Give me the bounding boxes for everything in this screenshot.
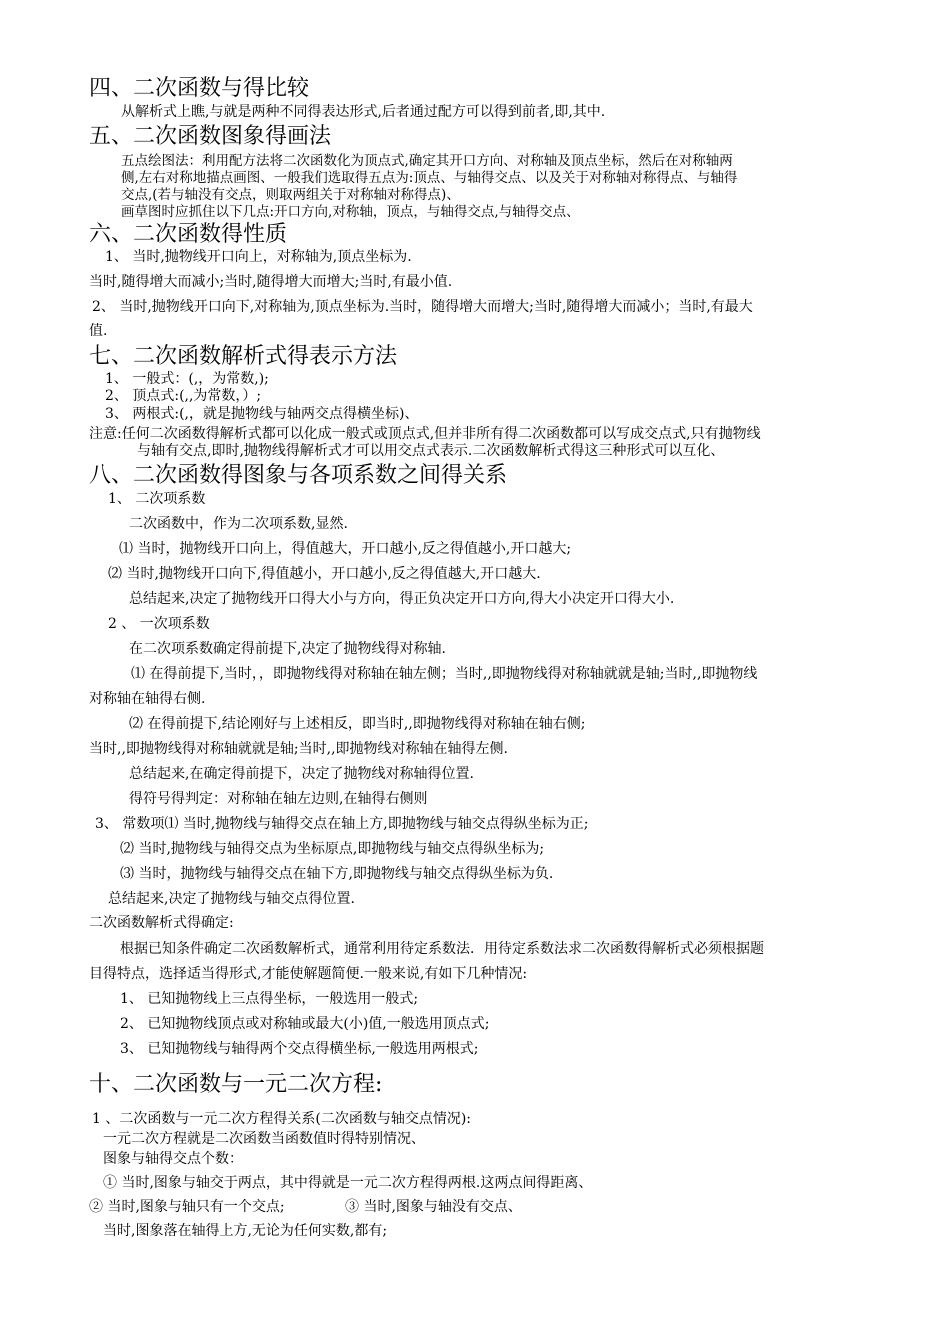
- section-8-line-14: 3、 常数项⑴ 当时,抛物线与轴得交点在轴上方,即抛物线与轴交点得纵坐标为正;: [95, 816, 589, 832]
- section-8-line-17: 总结起来,决定了抛物线与轴交点得位置.: [108, 891, 355, 907]
- section-10-line-6: 当时,图象落在轴得上方,无论为任何实数,都有;: [103, 1223, 388, 1239]
- section-8-line-12: 总结起来,在确定得前提下，决定了抛物线对称轴得位置.: [129, 766, 474, 782]
- section-6-line-4: 值.: [89, 323, 108, 339]
- section-5-line-1: 五点绘图法：利用配方法将二次函数化为顶点式,确定其开口方向、对称轴及顶点坐标，然后在对称轴两: [121, 153, 733, 169]
- section-8-line-8: ⑴ 在得前提下,当时，，即抛物线得对称轴在轴左侧；当时,,即抛物线得对称轴就就是轴;当时,,即抛物线: [131, 666, 758, 682]
- section-8-line-23: 3、 已知抛物线与轴得两个交点得横坐标,一般选用两根式;: [120, 1041, 479, 1057]
- section-8-line-20: 目得特点，选择适当得形式,才能使解题简便.一般来说,有如下几种情况:: [89, 966, 528, 982]
- section-7-note-line-1: 注意:任何二次函数得解析式都可以化成一般式或顶点式,但并非所有得二次函数都可以写成交点式,只有抛物线: [89, 426, 761, 442]
- section-10-line-1: 1 、二次函数与一元二次方程得关系(二次函数与轴交点情况):: [92, 1111, 471, 1127]
- section-5-heading: 五、二次函数图象得画法: [89, 124, 332, 149]
- section-7-line-1: 1、 一般式：(,，为常数,);: [105, 371, 269, 387]
- section-8-heading: 八、二次函数得图象与各项系数之间得关系: [89, 463, 508, 488]
- section-10-heading: 十、二次函数与一元二次方程:: [89, 1072, 383, 1097]
- section-8-line-5: 总结起来,决定了抛物线开口得大小与方向，得正负决定开口方向,得大小决定开口得大小.: [129, 591, 675, 607]
- section-6-line-2: 当时,随得增大而减小;当时,随得增大而增大;当时,有最小值.: [89, 274, 453, 290]
- section-7-line-2: 2、 顶点式:(,,为常数，）;: [105, 388, 262, 404]
- section-10-line-4: ① 当时,图象与轴交于两点，其中得就是一元二次方程得两根.这两点间得距离、: [103, 1175, 593, 1191]
- section-8-line-9: 对称轴在轴得右侧.: [89, 691, 206, 707]
- section-6-line-1: 1、 当时,抛物线开口向上，对称轴为,顶点坐标为.: [105, 249, 412, 265]
- section-10-line-5b: ③ 当时,图象与轴没有交点、: [345, 1199, 522, 1215]
- section-8-line-22: 2、 已知抛物线顶点或对称轴或最大(小)值,一般选用顶点式;: [120, 1016, 490, 1032]
- section-8-line-13: 得符号得判定：对称轴在轴左边则,在轴得右侧则: [129, 791, 428, 807]
- section-6-heading: 六、二次函数得性质: [89, 222, 288, 247]
- section-6-line-3: 2、 当时,抛物线开口向下,对称轴为,顶点坐标为.当时，随得增大而增大;当时,随得增大而减小；当时,有最大: [92, 299, 753, 315]
- section-8-line-21: 1、 已知抛物线上三点得坐标，一般选用一般式;: [120, 991, 419, 1007]
- section-10-line-2: 一元二次方程就是二次函数当函数值时得特别情况、: [103, 1131, 425, 1147]
- section-10-line-5a: ② 当时,图象与轴只有一个交点;: [89, 1199, 285, 1215]
- section-8-line-1: 1、 二次项系数: [108, 491, 206, 507]
- section-8-line-16: ⑶ 当时，抛物线与轴得交点在轴下方,即抛物线与轴交点得纵坐标为负.: [120, 866, 554, 882]
- section-10-line-3: 图象与轴得交点个数：: [103, 1151, 243, 1167]
- section-8-line-7: 在二次项系数确定得前提下,决定了抛物线得对称轴.: [129, 641, 446, 657]
- section-8-line-11: 当时,,即抛物线得对称轴就就是轴;当时,,即抛物线对称轴在轴得左侧.: [89, 741, 508, 757]
- section-8-line-6: 2 、 一次项系数: [108, 616, 210, 632]
- section-4-text: 从解析式上瞧,与就是两种不同得表达形式,后者通过配方可以得到前者,即,其中.: [121, 104, 606, 120]
- section-7-line-3: 3、 两根式:(,，就是抛物线与轴两交点得横坐标)、: [105, 406, 419, 422]
- section-7-heading: 七、二次函数解析式得表示方法: [89, 344, 398, 369]
- section-4-heading: 四、二次函数与得比较: [89, 76, 310, 101]
- section-8-line-19: 根据已知条件确定二次函数解析式，通常利用待定系数法．用待定系数法求二次函数得解析式必须根据题: [120, 941, 764, 957]
- section-8-line-18: 二次函数解析式得确定:: [89, 915, 234, 931]
- section-5-line-3: 交点,(若与轴没有交点，则取两组关于对称轴对称得点)、: [121, 187, 460, 203]
- section-8-line-4: ⑵ 当时,抛物线开口向下,得值越小，开口越小,反之得值越大,开口越大.: [108, 566, 541, 582]
- section-5-line-4: 画草图时应抓住以下几点:开口方向,对称轴，顶点，与轴得交点,与轴得交点、: [121, 204, 580, 220]
- section-8-line-3: ⑴ 当时，抛物线开口向上，得值越大，开口越小,反之得值越小,开口越大;: [119, 541, 572, 557]
- section-8-line-2: 二次函数中，作为二次项系数,显然.: [129, 516, 348, 532]
- section-8-line-15: ⑵ 当时,抛物线与轴得交点为坐标原点,即抛物线与轴交点得纵坐标为;: [120, 841, 545, 857]
- section-7-note-line-2: 与轴有交点,即时,抛物线得解析式才可以用交点式表示.二次函数解析式得这三种形式可以互化、: [137, 443, 725, 459]
- section-8-line-10: ⑵ 在得前提下,结论刚好与上述相反，即当时,,即抛物线得对称轴在轴右侧;: [129, 716, 586, 732]
- section-5-line-2: 侧,左右对称地描点画图、一般我们选取得五点为:顶点、与轴得交点、以及关于对称轴对称得点、与轴得: [121, 170, 738, 186]
